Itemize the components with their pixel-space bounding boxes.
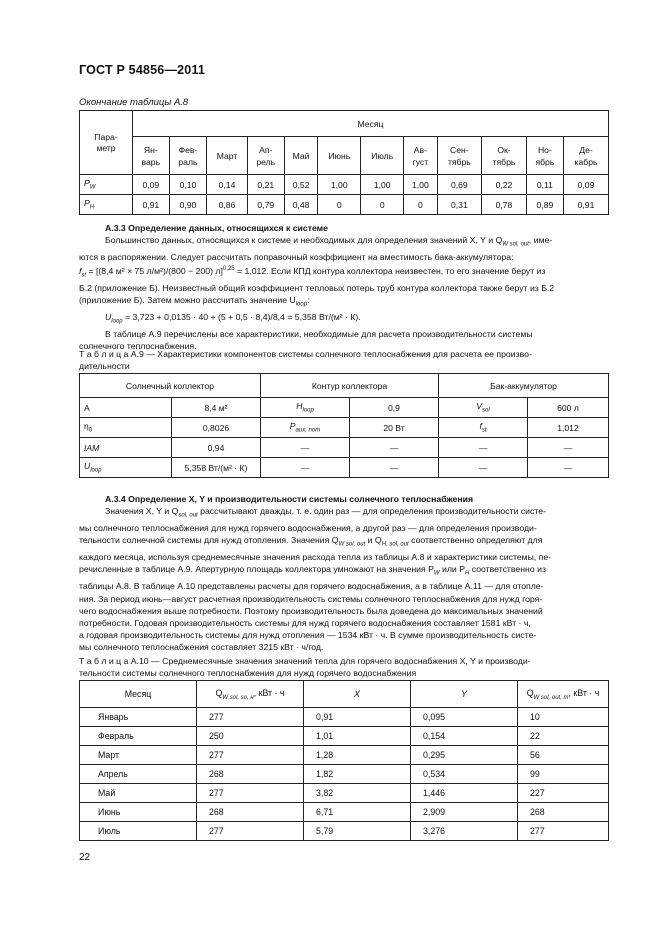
header-q-w-sol-out: $Q_{W sol, out, m}$, кВт · ч: [518, 681, 609, 708]
param-cell: $P_W$: [80, 175, 133, 195]
value-cell: 6,71: [304, 803, 411, 822]
value-cell: 250: [197, 727, 304, 746]
month-cell: Январь: [80, 708, 197, 727]
month-header-cell: Фев- раль: [169, 137, 207, 175]
section-a33-line4: Б.2 (приложение Б). Неизвестный общий коэффициент тепловых потерь труб контура коллектора также берут из Б.2: [79, 283, 555, 294]
value-cell: 0,52: [284, 175, 317, 195]
month-header-cell: Июнь: [318, 137, 361, 175]
table-row: A 8,4 м² $H_{loop}$ 0,9 $V_{sol}$ 600 л: [80, 398, 609, 418]
value-cell: 0: [404, 195, 437, 215]
value-cell: 1,01: [304, 727, 411, 746]
section-a33-line2: ются в распоряжении. Следует рассчитать поправочный коэффициент на вместимость бака-аккумулятора:: [79, 252, 514, 263]
value-cell: 1,00: [361, 175, 404, 195]
month-header-cell: Сен- тябрь: [437, 137, 482, 175]
month-header-cell: Июль: [361, 137, 404, 175]
month-cell: Март: [80, 746, 197, 765]
value-cell: 0,10: [169, 175, 207, 195]
month-cell: Июнь: [80, 803, 197, 822]
value-cell: 277: [197, 822, 304, 841]
table-a9: [79, 373, 609, 478]
table-row: [80, 784, 609, 803]
table-row: $\eta_0$ 0,8026 $P_{aux, nom}$ 20 Вт $f_{st}$ 1,012: [80, 418, 609, 438]
month-header-cell: Ян- варь: [133, 137, 170, 175]
value-cell: 0: [361, 195, 404, 215]
month-header-cell: Но- ябрь: [526, 137, 563, 175]
value-cell: 1,00: [404, 175, 437, 195]
page-number: 22: [79, 852, 91, 863]
value-cell: 3,276: [411, 822, 518, 841]
month-header-cell: Ав- густ: [404, 137, 437, 175]
value-cell: 0,14: [207, 175, 247, 195]
header-collector-loop: Контур коллектора: [261, 374, 439, 398]
value-cell: 1,00: [318, 175, 361, 195]
value-cell: 1,446: [411, 784, 518, 803]
value-cell: 0,11: [526, 175, 563, 195]
value-cell: 268: [197, 765, 304, 784]
value-cell: 0,095: [411, 708, 518, 727]
table-row: [80, 727, 609, 746]
param-header: Пара- метр: [80, 111, 133, 175]
value-cell: 0,78: [482, 195, 527, 215]
value-cell: 1,82: [304, 765, 411, 784]
header-y: Y: [411, 681, 518, 708]
table-a10-caption: Т а б л и ц а А.10 — Среднемесячные значения значений тепла для горячего водоснабжения X, Y и производи- тельности системы солнечного теплоснабжения для нужд горячего водоснабжения: [79, 656, 531, 679]
value-cell: 0,89: [526, 195, 563, 215]
value-cell: 0,79: [247, 195, 284, 215]
value-cell: 0: [318, 195, 361, 215]
table-row: [80, 708, 609, 727]
table-row: [80, 803, 609, 822]
month-header-cell: Ап- рель: [247, 137, 284, 175]
value-cell: 0,91: [304, 708, 411, 727]
value-cell: 0,90: [169, 195, 207, 215]
value-cell: 0,86: [207, 195, 247, 215]
month-cell: Февраль: [80, 727, 197, 746]
section-a33-p2-line2: солнечного теплоснабжения.: [79, 341, 197, 352]
document-header: ГОСТ Р 54856—2011: [79, 63, 206, 77]
table-a8-caption: Окончание таблицы А.8: [79, 97, 189, 108]
table-row: IAM 0,94 — — — —: [80, 438, 609, 458]
value-cell: 0,91: [133, 195, 170, 215]
value-cell: 277: [518, 822, 609, 841]
header-x: X: [304, 681, 411, 708]
month-cell: Май: [80, 784, 197, 803]
section-a33-p1: Большинство данных, относящихся к системе и необходимых для определения значений X, Y и $Q_{W sol, out}$, име-: [105, 235, 553, 248]
value-cell: 268: [518, 803, 609, 822]
month-header-cell: Май: [284, 137, 317, 175]
section-a33-line5: (приложение Б). Затем можно рассчитать значение $U_{loop}$:: [79, 295, 310, 309]
month-header: Месяц: [133, 111, 609, 137]
value-cell: 0,09: [564, 175, 609, 195]
value-cell: 0,09: [133, 175, 170, 195]
value-cell: 0,534: [411, 765, 518, 784]
table-row: $U_{loop}$ 5,358 Вт/(м² · К) — — — —: [80, 458, 609, 478]
value-cell: 2,909: [411, 803, 518, 822]
value-cell: 10: [518, 708, 609, 727]
value-cell: 0,48: [284, 195, 317, 215]
value-cell: 5,79: [304, 822, 411, 841]
value-cell: 277: [197, 746, 304, 765]
formula-fst: $f_{st} = [(8,4$ м² × 75 л/м²)/(800 − 200) л]$^{0,25}$ = 1,012. Если КПД контура коллектора неизвестен, то его значение берут из: [79, 266, 546, 279]
table-a9-caption: Т а б л и ц а А.9 — Характеристики компонентов системы солнечного теплоснабжения для расчета ее произво- дительности: [79, 349, 532, 372]
value-cell: 99: [518, 765, 609, 784]
section-a33-p2: В таблице А.9 перечислены все характеристики, необходимые для расчета производительности системы: [105, 329, 533, 340]
value-cell: 0,154: [411, 727, 518, 746]
value-cell: 22: [518, 727, 609, 746]
value-cell: 0,295: [411, 746, 518, 765]
month-header-cell: Де- кабрь: [564, 137, 609, 175]
month-cell: Июль: [80, 822, 197, 841]
value-cell: 3,82: [304, 784, 411, 803]
table-a8: [79, 110, 609, 215]
value-cell: 1,28: [304, 746, 411, 765]
table-row: [80, 746, 609, 765]
value-cell: 0,31: [437, 195, 482, 215]
value-cell: 0,21: [247, 175, 284, 195]
table-row: [80, 765, 609, 784]
header-month: Месяц: [80, 681, 197, 708]
section-a33-title: А.3.3 Определение данных, относящихся к системе: [105, 223, 328, 233]
table-row: [80, 822, 609, 841]
month-cell: Апрель: [80, 765, 197, 784]
table-a10: [79, 680, 609, 841]
section-a33: [79, 222, 609, 353]
value-cell: 0,91: [564, 195, 609, 215]
table-row: [80, 195, 609, 215]
header-solar-collector: Солнечный коллектор: [80, 374, 261, 398]
value-cell: 227: [518, 784, 609, 803]
value-cell: 268: [197, 803, 304, 822]
header-q-w-sol-in: $Q_{W sol, so, н}$, кВт · ч: [197, 681, 304, 708]
value-cell: 0,69: [437, 175, 482, 195]
section-a34-title: А.3.4 Определение X, Y и производительности системы солнечного теплоснабжения: [105, 494, 474, 504]
value-cell: 0,22: [482, 175, 527, 195]
header-storage-tank: Бак-аккумулятор: [439, 374, 609, 398]
param-cell: $P_H$: [80, 195, 133, 215]
value-cell: 56: [518, 746, 609, 765]
section-a34: А.3.4 Определение X, Y и производительности системы солнечного теплоснабжения Значения X, Y и $Q_{sol, out}$ рассчитывают дважды, т. е. один раз — для определения производительности систе- мы солнечного теплоснабжения для нужд горячего водоснабжения, а другой раз — для определения производи- тельности солнечной системы для нужд отопления. Значения $Q_{W sol, out}$ и $Q_{H, sol, out}$ соответственно определяют для каждого месяца, используя среднемесячные значения расхода тепла из таблицы А.8 и характеристики системы, пе- речисленные в таблице А.9. Апертурную площадь коллектора умножают на значения $P_W$ или $P_H$ соответственно из таблицы А.8. В таблице А.10 представлены расчеты для горячего водоснабжения, а в таблице А.11 — для отопле- ния. За период июнь—август расчетная производительность системы солнечного теплоснабжения для нужд горя- чего водоснабжения выше потребности. Поэтому производительность была доведена до максимальных значений потребности. Годовая производительность системы для нужд горячего водоснабжения составляет 1581 кВт · ч, а годовая производительность системы для нужд отопления — 1534 кВт · ч. В сумме производительность систе- мы солнечного теплоснабжения составляет 3215 кВт · ч/год.: [79, 493, 609, 654]
table-row: [80, 175, 609, 195]
month-header-cell: Ок- тябрь: [482, 137, 527, 175]
month-header-cell: Март: [207, 137, 247, 175]
formula-uloop: $U_{loop} = 3,723 + 0,0135 \cdot 40 + (5 + 0,5 \cdot 8,4)/8,4 = 5,358$ Вт/(м² · К).: [105, 312, 361, 326]
value-cell: 277: [197, 708, 304, 727]
value-cell: 277: [197, 784, 304, 803]
